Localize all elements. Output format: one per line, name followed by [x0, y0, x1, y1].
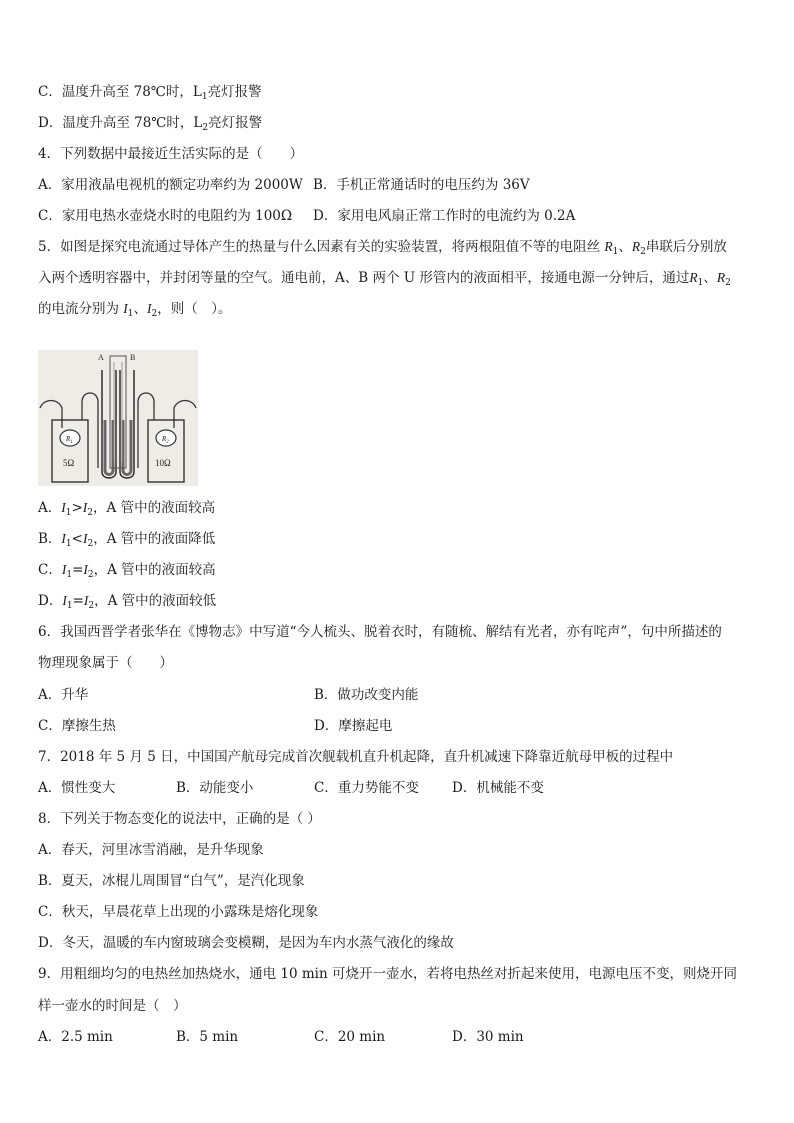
q9-option-c: C．20 min — [314, 1029, 386, 1045]
q5-option-c: C．$I_1=I_2$，A 管中的液面较高 — [38, 562, 216, 580]
q3-option-d: D．温度升高至 78℃时，$L_2$亮灯报警 — [38, 115, 263, 133]
q5-option-b: B．$I_1<I_2$，A 管中的液面降低 — [38, 531, 216, 549]
label-b: B — [130, 353, 136, 362]
q7-options — [38, 778, 756, 798]
q8-option-b: B．夏天，冰棍儿周围冒“白气”，是汽化现象 — [38, 873, 305, 889]
u-tube-diagram — [38, 350, 198, 486]
q7-option-a: A．惯性变大 — [38, 780, 116, 796]
q4-option-a: A．家用液晶电视机的额定功率约为 2000W — [38, 177, 303, 193]
q4-option-b: B．手机正常通话时的电压约为 36V — [313, 177, 530, 193]
q8-option-d: D．冬天，温暖的车内窗玻璃会变模糊，是因为车内水蒸气液化的缘故 — [38, 935, 454, 951]
q7-option-c: C．重力势能不变 — [314, 780, 419, 796]
q6-stem-line2: 物理现象属于（ ） — [38, 655, 173, 671]
q5-stem-line1: 5．如图是探究电流通过导体产生的热量与什么因素有关的实验装置，将两根阻值不等的电阻丝 $R_1$、$R_2$串联后分别放 — [38, 239, 727, 257]
q6-option-d: D．摩擦起电 — [314, 718, 393, 734]
q4-options-row1 — [38, 175, 756, 195]
q7-option-b: B．动能变小 — [176, 780, 254, 796]
q9-option-a: A．2.5 min — [38, 1029, 113, 1045]
q8-option-a: A．春天，河里冰雪消融，是升华现象 — [38, 842, 264, 858]
label-a: A — [98, 353, 104, 362]
q4-options-row2 — [38, 206, 756, 226]
q4-stem: 4．下列数据中最接近生活实际的是（ ） — [38, 146, 304, 162]
q5-stem-line3: 的电流分别为 $I_1$、$I_2$，则（ ）。 — [38, 301, 232, 319]
q9-option-b: B．5 min — [176, 1029, 239, 1045]
q5-option-d: D．$I_1=I_2$，A 管中的液面较低 — [38, 593, 217, 611]
q6-options-row1 — [38, 685, 756, 705]
q7-stem: 7．2018 年 5 月 5 日，中国国产航母完成首次舰载机直升机起降，直升机减速下降靠近航母甲板的过程中 — [38, 749, 674, 765]
right-resistor-label: $R_2$ — [162, 435, 169, 445]
q5-option-a: A．$I_1>I_2$，A 管中的液面较高 — [38, 500, 216, 518]
q4-option-c: C．家用电热水壶烧水时的电阻约为 100Ω — [38, 208, 293, 224]
q6-stem-line1: 6．我国西晋学者张华在《博物志》中写道“今人梳头、脱着衣时，有随梳、解结有光者，亦有咤声”，句中所描述的 — [38, 624, 722, 640]
q9-options — [38, 1027, 756, 1047]
q8-option-c: C．秋天，早晨花草上出现的小露珠是熔化现象 — [38, 904, 319, 920]
q6-options-row2 — [38, 716, 756, 736]
q9-stem-line2: 样一壶水的时间是（ ） — [38, 998, 187, 1014]
q6-option-a: A．升华 — [38, 687, 89, 703]
q5-stem-line2: 入两个透明容器中，并封闭等量的空气。通电前，A、B 两个 U 形管内的液面相平，接通电源一分钟后，通过$R_1$、$R_2$ — [38, 270, 731, 288]
q6-option-c: C．摩擦生热 — [38, 718, 116, 734]
q7-option-d: D．机械能不变 — [452, 780, 544, 796]
q9-option-d: D．30 min — [452, 1029, 524, 1045]
q8-stem: 8．下列关于物态变化的说法中，正确的是（ ） — [38, 811, 321, 827]
left-resistor-label: $R_1$ — [66, 435, 73, 445]
left-resistance-value: 5Ω — [63, 458, 75, 468]
right-resistance-value: 10Ω — [155, 458, 171, 468]
q9-stem-line1: 9．用粗细均匀的电热丝加热烧水，通电 10 min 可烧开一壶水，若将电热丝对折起来使用，电源电压不变，则烧开同 — [38, 966, 737, 982]
q6-option-b: B．做功改变内能 — [314, 687, 419, 703]
q5-apparatus-figure — [38, 350, 198, 486]
q4-option-d: D．家用电风扇正常工作时的电流约为 0.2A — [313, 208, 576, 224]
q3-option-c: C．温度升高至 78℃时，$L_1$亮灯报警 — [38, 84, 262, 102]
